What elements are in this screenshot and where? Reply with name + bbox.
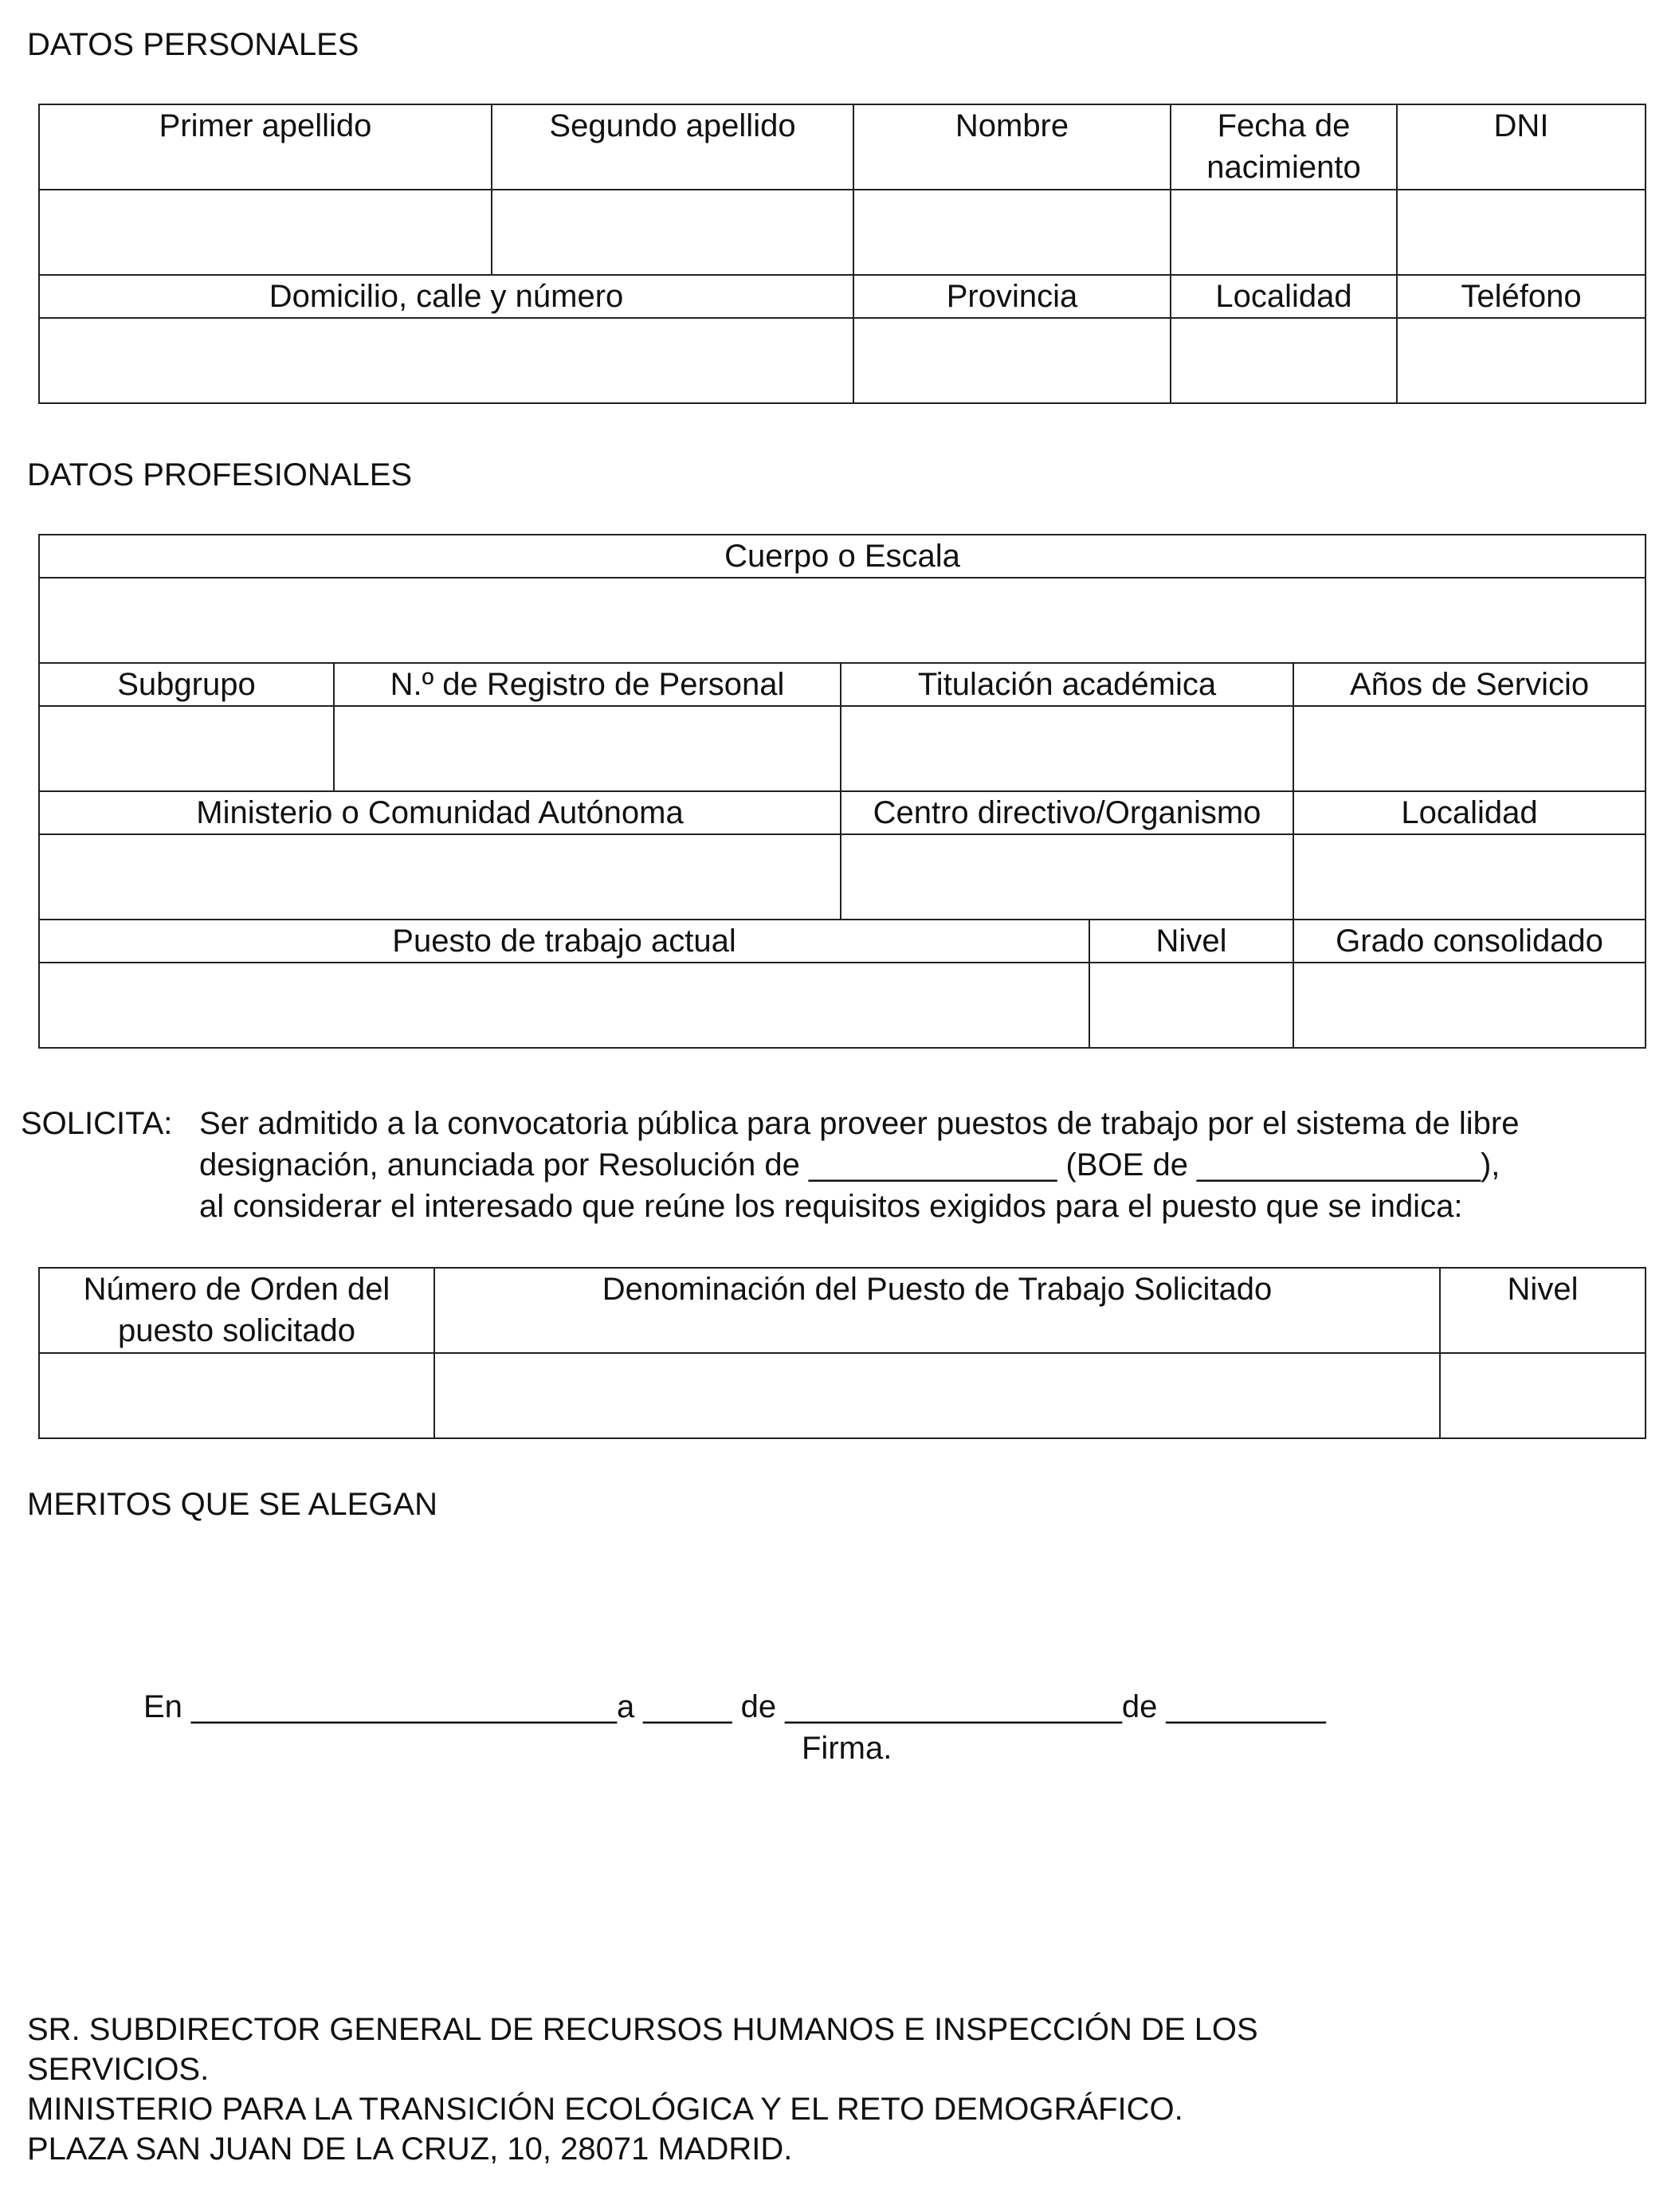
meritos-section-title: MERITOS QUE SE ALEGAN (27, 1487, 437, 1522)
field-provincia[interactable] (853, 318, 1171, 403)
solicita-line: Ser admitido a la convocatoria pública para proveer puestos de trabajo por el sistema de libre (199, 1106, 1520, 1141)
ministerio-header-row (39, 791, 1646, 834)
field-segundo-apellido[interactable] (492, 190, 853, 275)
personal-section-title: DATOS PERSONALES (27, 27, 359, 62)
address-line: SERVICIOS. (27, 2052, 210, 2087)
puesto-actual-input-row (39, 963, 1646, 1048)
requested-position-input-row (39, 1353, 1646, 1438)
field-localidad-profesional[interactable] (1293, 834, 1646, 920)
field-subgrupo[interactable] (39, 706, 334, 791)
solicita-line: al considerar el interesado que reúne los requisitos exigidos para el puesto que se indica: (199, 1189, 1463, 1224)
field-ministerio[interactable] (39, 834, 841, 920)
professional-section-title: DATOS PROFESIONALES (27, 457, 413, 492)
field-registro-personal[interactable] (334, 706, 841, 791)
firma-label: Firma. (802, 1731, 892, 1766)
field-titulacion[interactable] (841, 706, 1293, 791)
puesto-actual-header-row (39, 920, 1646, 963)
header-puesto-actual: Puesto de trabajo actual (39, 920, 1089, 963)
requested-position-header-row (39, 1268, 1646, 1353)
field-anos-servicio[interactable] (1293, 706, 1646, 791)
personal-header-row (39, 104, 1646, 190)
header-anos-servicio: Años de Servicio (1293, 663, 1646, 706)
address-line: PLAZA SAN JUAN DE LA CRUZ, 10, 28071 MADRID. (27, 2132, 793, 2167)
place-date-line: En ________________________a _____ de ___________________de _________ (143, 1689, 1326, 1724)
header-grado-consolidado: Grado consolidado (1293, 920, 1646, 963)
header-subgrupo: Subgrupo (39, 663, 334, 706)
header-numero-orden: Número de Orden del puesto solicitado (39, 1268, 434, 1353)
requested-position-table (38, 1267, 1646, 1439)
field-primer-apellido[interactable] (39, 190, 492, 275)
address-line: SR. SUBDIRECTOR GENERAL DE RECURSOS HUMANOS E INSPECCIÓN DE LOS (27, 2012, 1258, 2047)
personal-data-table (38, 104, 1646, 404)
personal-input-row (39, 190, 1646, 275)
field-puesto-actual[interactable] (39, 963, 1089, 1048)
header-nombre: Nombre (853, 104, 1171, 190)
header-ministerio: Ministerio o Comunidad Autónoma (39, 791, 841, 834)
cuerpo-header-row (39, 535, 1646, 578)
field-nivel-actual[interactable] (1089, 963, 1293, 1048)
field-dni[interactable] (1397, 190, 1646, 275)
header-cuerpo-escala: Cuerpo o Escala (39, 535, 1646, 578)
header-provincia: Provincia (853, 275, 1171, 318)
ministerio-input-row (39, 834, 1646, 920)
subgrupo-header-row (39, 663, 1646, 706)
field-nombre[interactable] (853, 190, 1171, 275)
solicita-label: SOLICITA: (21, 1106, 173, 1141)
address-input-row (39, 318, 1646, 403)
field-domicilio[interactable] (39, 318, 853, 403)
field-grado-consolidado[interactable] (1293, 963, 1646, 1048)
header-primer-apellido: Primer apellido (39, 104, 492, 190)
solicita-text (199, 1103, 1519, 1227)
header-domicilio: Domicilio, calle y número (39, 275, 853, 318)
header-dni: DNI (1397, 104, 1646, 190)
header-nivel-solicitado: Nivel (1440, 1268, 1646, 1353)
header-localidad-profesional: Localidad (1293, 791, 1646, 834)
header-nivel-actual: Nivel (1089, 920, 1293, 963)
header-denominacion-puesto: Denominación del Puesto de Trabajo Solicitado (434, 1268, 1440, 1353)
header-localidad: Localidad (1171, 275, 1397, 318)
address-header-row (39, 275, 1646, 318)
field-numero-orden[interactable] (39, 1353, 434, 1438)
address-line: MINISTERIO PARA LA TRANSICIÓN ECOLÓGICA Y EL RETO DEMOGRÁFICO. (27, 2092, 1183, 2127)
cuerpo-input-row (39, 578, 1646, 663)
field-nivel-solicitado[interactable] (1440, 1353, 1646, 1438)
field-localidad[interactable] (1171, 318, 1397, 403)
header-centro-directivo: Centro directivo/Organismo (841, 791, 1293, 834)
field-centro-directivo[interactable] (841, 834, 1293, 920)
header-telefono: Teléfono (1397, 275, 1646, 318)
header-fecha-nacimiento: Fecha de nacimiento (1171, 104, 1397, 190)
solicita-line: designación, anunciada por Resolución de ______________ (BOE de ________________), (199, 1147, 1500, 1182)
header-titulacion: Titulación académica (841, 663, 1293, 706)
field-telefono[interactable] (1397, 318, 1646, 403)
subgrupo-input-row (39, 706, 1646, 791)
professional-data-table (38, 534, 1646, 1049)
field-cuerpo-escala[interactable] (39, 578, 1646, 663)
recipient-address (27, 2010, 1258, 2169)
header-segundo-apellido: Segundo apellido (492, 104, 853, 190)
field-denominacion-puesto[interactable] (434, 1353, 1440, 1438)
field-fecha-nacimiento[interactable] (1171, 190, 1397, 275)
header-registro-personal: N.º de Registro de Personal (334, 663, 841, 706)
